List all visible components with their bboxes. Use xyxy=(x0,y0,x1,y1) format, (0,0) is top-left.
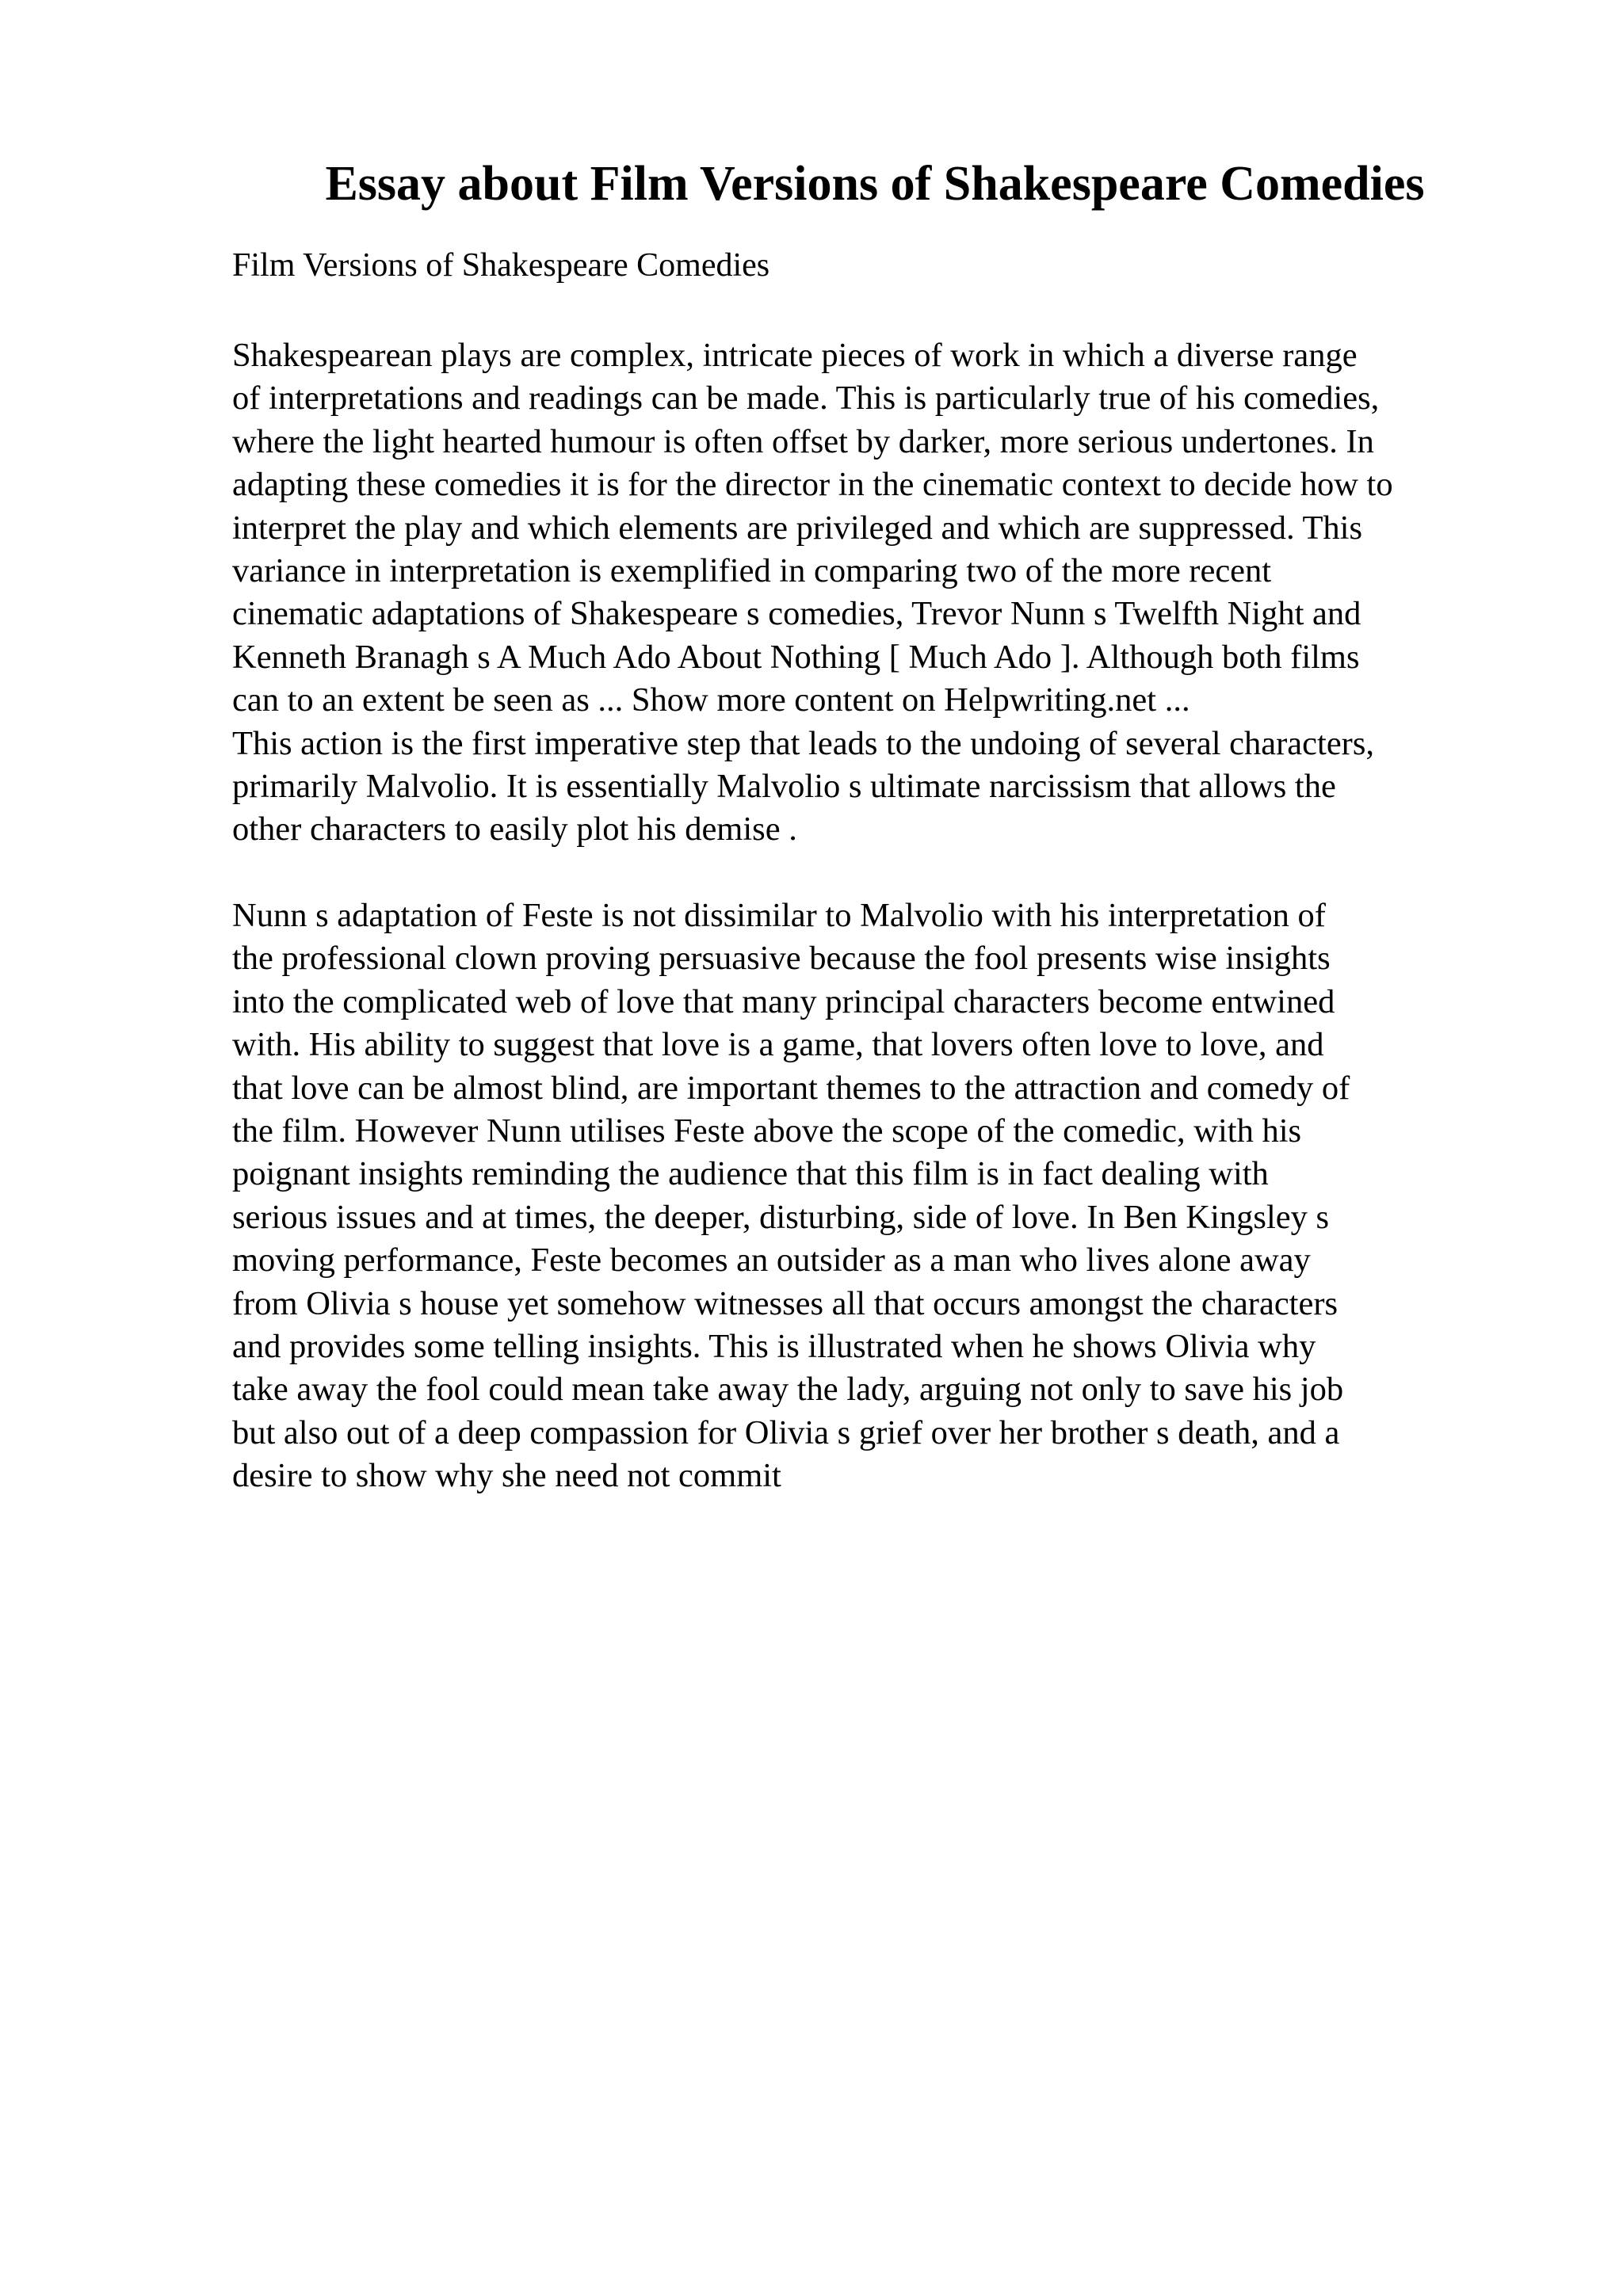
paragraph-line: adapting these comedies it is for the director in the cinematic context to decide how to xyxy=(232,466,1393,504)
paragraph-line: serious issues and at times, the deeper, disturbing, side of love. In Ben Kingsley s xyxy=(232,1198,1330,1236)
paragraph-line: primarily Malvolio. It is essentially Malvolio s ultimate narcissism that allows the xyxy=(232,768,1336,806)
paragraph-line: moving performance, Feste becomes an outsider as a man who lives alone away xyxy=(232,1241,1311,1280)
paragraph-line: take away the fool could mean take away the lady, arguing not only to save his job xyxy=(232,1371,1344,1409)
paragraph-1 xyxy=(232,334,1393,852)
paragraph-line: poignant insights reminding the audience that this film is in fact dealing with xyxy=(232,1155,1269,1193)
document-title: Essay about Film Versions of Shakespeare Comedies xyxy=(325,157,1425,211)
paragraph-line: Nunn s adaptation of Feste is not dissimilar to Malvolio with his interpretation of xyxy=(232,897,1326,934)
paragraph-line: desire to show why she need not commit xyxy=(232,1457,781,1495)
paragraph-line: the professional clown proving persuasive because the fool presents wise insights xyxy=(232,940,1331,978)
paragraph-line: Shakespearean plays are complex, intricate pieces of work in which a diverse range xyxy=(232,337,1358,374)
paragraph-line: where the light hearted humour is often offset by darker, more serious undertones. In xyxy=(232,422,1374,460)
paragraph-line: and provides some telling insights. This is illustrated when he shows Olivia why xyxy=(232,1328,1316,1366)
paragraph-line: cinematic adaptations of Shakespeare s comedies, Trevor Nunn s Twelfth Night and xyxy=(232,595,1361,633)
paragraph-line: with. His ability to suggest that love is a game, that lovers often love to love, and xyxy=(232,1026,1324,1064)
document-subtitle: Film Versions of Shakespeare Comedies xyxy=(232,247,770,284)
paragraph-line: that love can be almost blind, are important themes to the attraction and comedy of xyxy=(232,1069,1350,1107)
paragraph-line: from Olivia s house yet somehow witnesses all that occurs amongst the characters xyxy=(232,1284,1338,1322)
paragraph-line: the film. However Nunn utilises Feste above the scope of the comedic, with his xyxy=(232,1112,1302,1150)
paragraph-line: This action is the first imperative step that leads to the undoing of several characters, xyxy=(232,724,1374,762)
paragraph-line: can to an extent be seen as ... Show more content on Helpwriting.net ... xyxy=(232,681,1190,719)
paragraph-line: other characters to easily plot his demise . xyxy=(232,810,797,849)
paragraph-2 xyxy=(232,894,1350,1498)
paragraph-line: interpret the play and which elements are privileged and which are suppressed. This xyxy=(232,509,1363,547)
paragraph-line: variance in interpretation is exemplified in comparing two of the more recent xyxy=(232,552,1272,590)
paragraph-line: but also out of a deep compassion for Olivia s grief over her brother s death, and a xyxy=(232,1413,1340,1451)
paragraph-line: into the complicated web of love that many principal characters become entwined xyxy=(232,982,1335,1020)
paragraph-line: Kenneth Branagh s A Much Ado About Nothing [ Much Ado ]. Although both films xyxy=(232,638,1360,676)
paragraph-line: of interpretations and readings can be made. This is particularly true of his comedies, xyxy=(232,379,1380,418)
